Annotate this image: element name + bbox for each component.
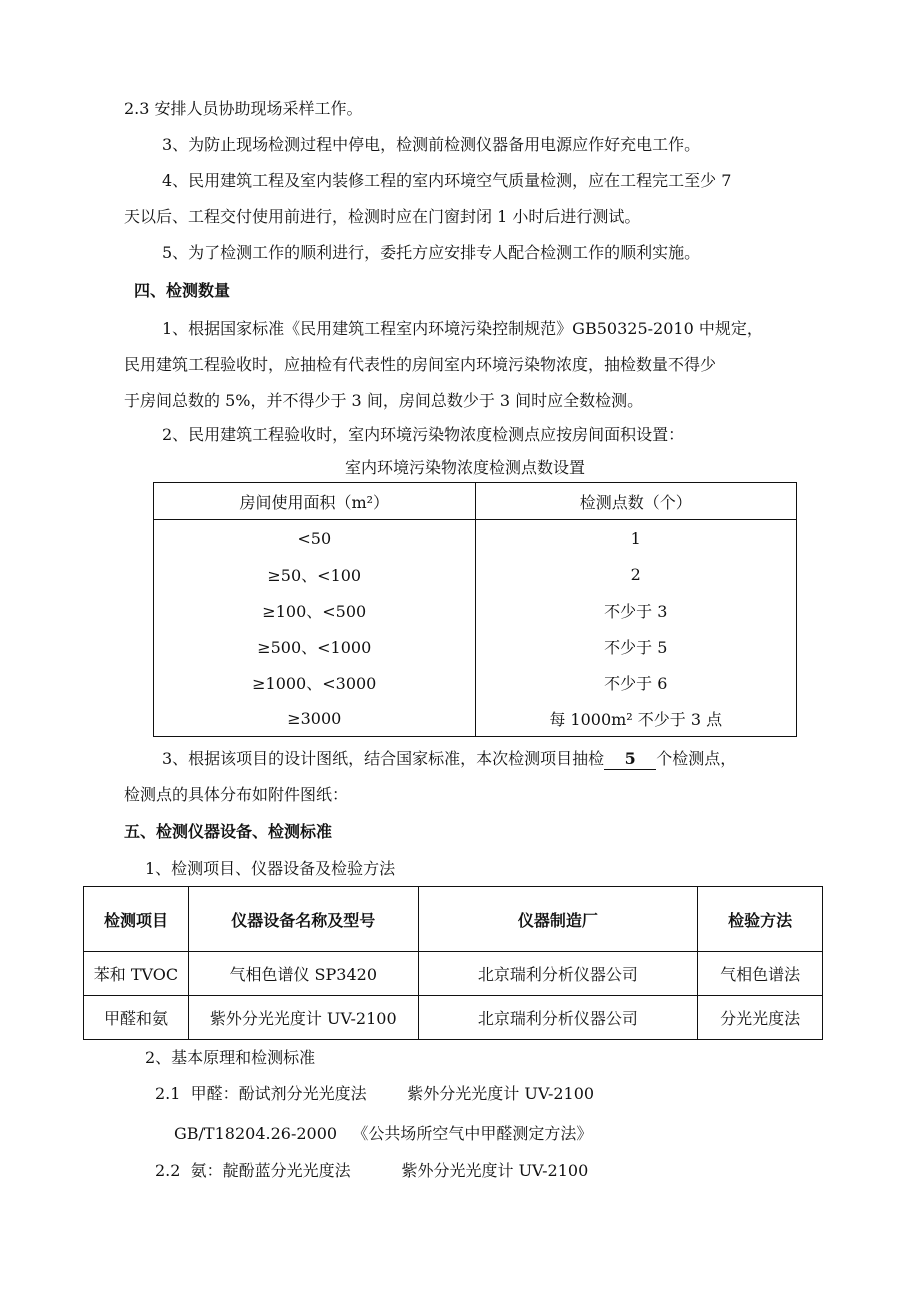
points-cell: 不少于 5 (604, 637, 668, 657)
instrument-cell: 气相色谱仪 SP3420 (188, 952, 418, 996)
table-row (84, 996, 823, 1040)
table-header-row (84, 887, 823, 952)
item-cell: 苯和 TVOC (84, 952, 189, 996)
table-row (84, 952, 823, 996)
manufacturer-cell: 北京瑞利分析仪器公司 (418, 996, 698, 1040)
para-q3-line1 (162, 749, 736, 770)
para-3: 3、为防止现场检测过程中停电，检测前检测仪器备用电源应作好充电工作。 (162, 135, 701, 154)
table-header-row (154, 483, 797, 520)
area-cell: ≥50、<100 (154, 556, 476, 592)
table-header-points: 检测点数（个） (475, 483, 797, 520)
para-q1-line1: 1、根据国家标准《民用建筑工程室内环境污染控制规范》GB50325-2010 中规定， (162, 319, 763, 338)
equipment-table (83, 886, 823, 1040)
table-header-item: 检测项目 (84, 887, 189, 952)
instrument-cell: 紫外分光光度计 UV-2100 (188, 996, 418, 1040)
para-formaldehyde-standard: GB/T18204.26-2000 《公共场所空气中甲醛测定方法》 (174, 1124, 593, 1143)
para-q1-line2: 民用建筑工程验收时，应抽检有代表性的房间室内环境污染物浓度，抽检数量不得少 (124, 355, 717, 374)
para-formaldehyde: 2.1 甲醛：酚试剂分光光度法 紫外分光光度计 UV-2100 (155, 1084, 595, 1103)
para-q2: 2、民用建筑工程验收时，室内环境污染物浓度检测点应按房间面积设置： (162, 425, 685, 444)
table-row (154, 664, 797, 700)
manufacturer-cell: 北京瑞利分析仪器公司 (418, 952, 698, 996)
para-q3-text: 3、根据该项目的设计图纸，结合国家标准，本次检测项目抽检 (162, 749, 605, 768)
para-q1-line3: 于房间总数的 5%，并不得少于 3 间，房间总数少于 3 间时应全数检测。 (124, 391, 644, 410)
table-row (154, 520, 797, 557)
para-4-line1: 4、民用建筑工程及室内装修工程的室内环境空气质量检测，应在工程完工至少 7 (162, 171, 732, 190)
table-row (154, 700, 797, 737)
table-header-method: 检验方法 (698, 887, 823, 952)
area-cell: ≥500、<1000 (154, 628, 476, 664)
table-row (154, 628, 797, 664)
para-equipment: 1、检测项目、仪器设备及检验方法 (145, 859, 396, 878)
para-5: 5、为了检测工作的顺利进行，委托方应安排专人配合检测工作的顺利实施。 (162, 243, 701, 262)
para-principles: 2、基本原理和检测标准 (145, 1048, 316, 1067)
table-header-area: 房间使用面积（m²） (154, 483, 476, 520)
para-q3-line2: 检测点的具体分布如附件图纸： (124, 785, 349, 804)
section-heading-5: 五、检测仪器设备、检测标准 (124, 822, 333, 841)
points-cell: 1 (630, 528, 641, 548)
para-4-line2: 天以后、工程交付使用前进行，检测时应在门窗封闭 1 小时后进行测试。 (124, 207, 641, 226)
table-header-manufacturer: 仪器制造厂 (418, 887, 698, 952)
points-cell: 不少于 3 (604, 601, 668, 621)
method-cell: 分光光度法 (698, 996, 823, 1040)
section-heading-4: 四、检测数量 (134, 281, 231, 300)
points-cell: 每 1000m² 不少于 3 点 (549, 709, 723, 729)
table-header-instrument: 仪器设备名称及型号 (188, 887, 418, 952)
area-cell: <50 (154, 520, 476, 557)
area-cell: ≥1000、<3000 (154, 664, 476, 700)
para-2-3: 2.3 安排人员协助现场采样工作。 (124, 99, 363, 118)
points-cell: 2 (630, 564, 641, 584)
area-cell: ≥100、<500 (154, 592, 476, 628)
method-cell: 气相色谱法 (698, 952, 823, 996)
sample-count: 5 (604, 749, 656, 770)
table-row (154, 556, 797, 592)
area-cell: ≥3000 (154, 700, 476, 737)
table-row (154, 592, 797, 628)
points-cell: 不少于 6 (604, 673, 668, 693)
item-cell: 甲醛和氨 (84, 996, 189, 1040)
para-ammonia: 2.2 氨：靛酚蓝分光光度法 紫外分光光度计 UV-2100 (155, 1161, 589, 1180)
detection-points-table (153, 482, 797, 737)
para-q3-suffix: 个检测点， (656, 749, 737, 768)
table1-caption: 室内环境污染物浓度检测点数设置 (345, 458, 586, 477)
